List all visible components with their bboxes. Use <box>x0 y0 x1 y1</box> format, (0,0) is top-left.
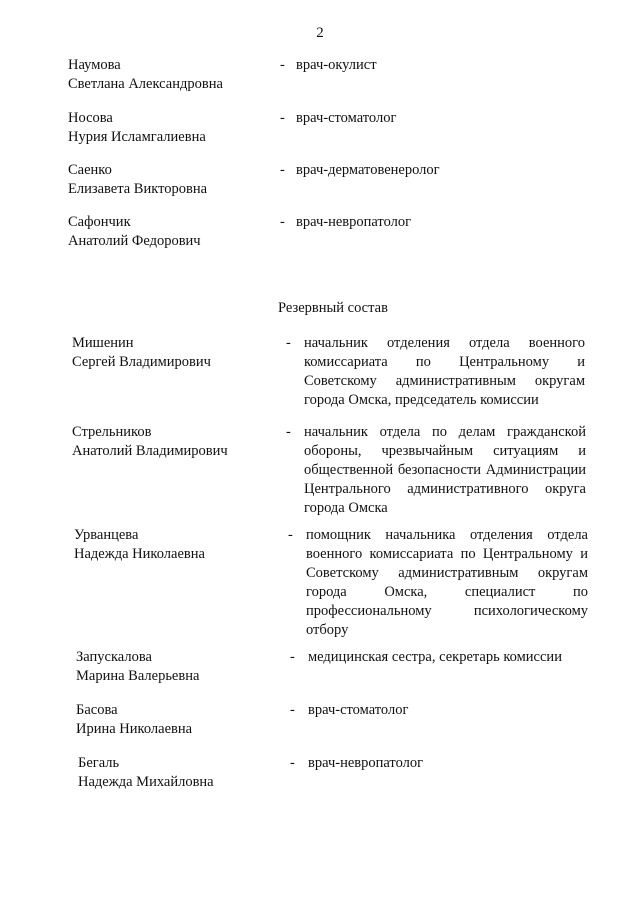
member-first-names: Светлана Александровна <box>68 76 223 92</box>
reserve-last-name: Басова <box>76 702 118 718</box>
member-name <box>68 56 268 94</box>
member-name <box>68 213 268 251</box>
reserve-name <box>72 334 272 372</box>
member-role: врач-окулист <box>296 57 377 73</box>
reserve-first-names: Ирина Николаевна <box>76 721 193 737</box>
reserve-first-names: Надежда Михайловна <box>78 774 214 790</box>
member-role: врач-дерматовенеролог <box>296 162 440 178</box>
reserve-role: медицинская сестра, секретарь комиссии <box>308 649 562 665</box>
member-first-names: Нурия Исламгалиевна <box>68 129 206 145</box>
member-first-names: Анатолий Федорович <box>68 233 201 249</box>
dash-marker: - <box>286 335 291 351</box>
reserve-name <box>72 423 272 461</box>
reserve-name <box>76 648 276 686</box>
reserve-role: врач-невропатолог <box>308 755 424 771</box>
reserve-name <box>74 526 274 564</box>
reserve-first-names: Марина Валерьевна <box>76 668 200 684</box>
member-last-name: Наумова <box>68 57 121 73</box>
dash-marker: - <box>290 649 295 665</box>
dash-marker: - <box>288 527 293 543</box>
member-first-names: Елизавета Викторовна <box>68 181 208 197</box>
dash-marker: - <box>280 214 285 230</box>
member-last-name: Сафончик <box>68 214 131 230</box>
member-name <box>68 161 268 199</box>
reserve-role: начальник отделения отдела военного комиссариата по Центральному и Советскому административным округам города Омска, председатель комиссии <box>304 335 585 408</box>
dash-marker: - <box>280 57 285 73</box>
reserve-section-title: Резервный состав <box>278 300 388 316</box>
page-number: 2 <box>316 25 324 41</box>
reserve-last-name: Урванцева <box>74 527 139 543</box>
member-role: врач-стоматолог <box>296 110 397 126</box>
dash-marker: - <box>286 424 291 440</box>
member-role: врач-невропатолог <box>296 214 412 230</box>
member-last-name: Носова <box>68 110 113 126</box>
member-last-name: Саенко <box>68 162 112 178</box>
reserve-last-name: Запускалова <box>76 649 152 665</box>
reserve-name <box>78 754 278 792</box>
reserve-first-names: Анатолий Владимирович <box>72 443 228 459</box>
reserve-role: помощник начальника отделения отдела военного комиссариата по Центральному и Советскому административным округам города Омска, специалист по профессиональному психологическому отбору <box>306 527 588 638</box>
reserve-last-name: Бегаль <box>78 755 120 771</box>
reserve-role: врач-стоматолог <box>308 702 409 718</box>
reserve-last-name: Стрельников <box>72 424 152 440</box>
dash-marker: - <box>280 162 285 178</box>
reserve-role: начальник отдела по делам гражданской обороны, чрезвычайным ситуациям и общественной безопасности Администрации Центрального административного округа города Омска <box>304 424 586 516</box>
dash-marker: - <box>290 702 295 718</box>
reserve-first-names: Надежда Николаевна <box>74 546 205 562</box>
reserve-name <box>76 701 276 739</box>
dash-marker: - <box>280 110 285 126</box>
reserve-last-name: Мишенин <box>72 335 134 351</box>
reserve-first-names: Сергей Владимирович <box>72 354 211 370</box>
member-name <box>68 109 268 147</box>
dash-marker: - <box>290 755 295 771</box>
